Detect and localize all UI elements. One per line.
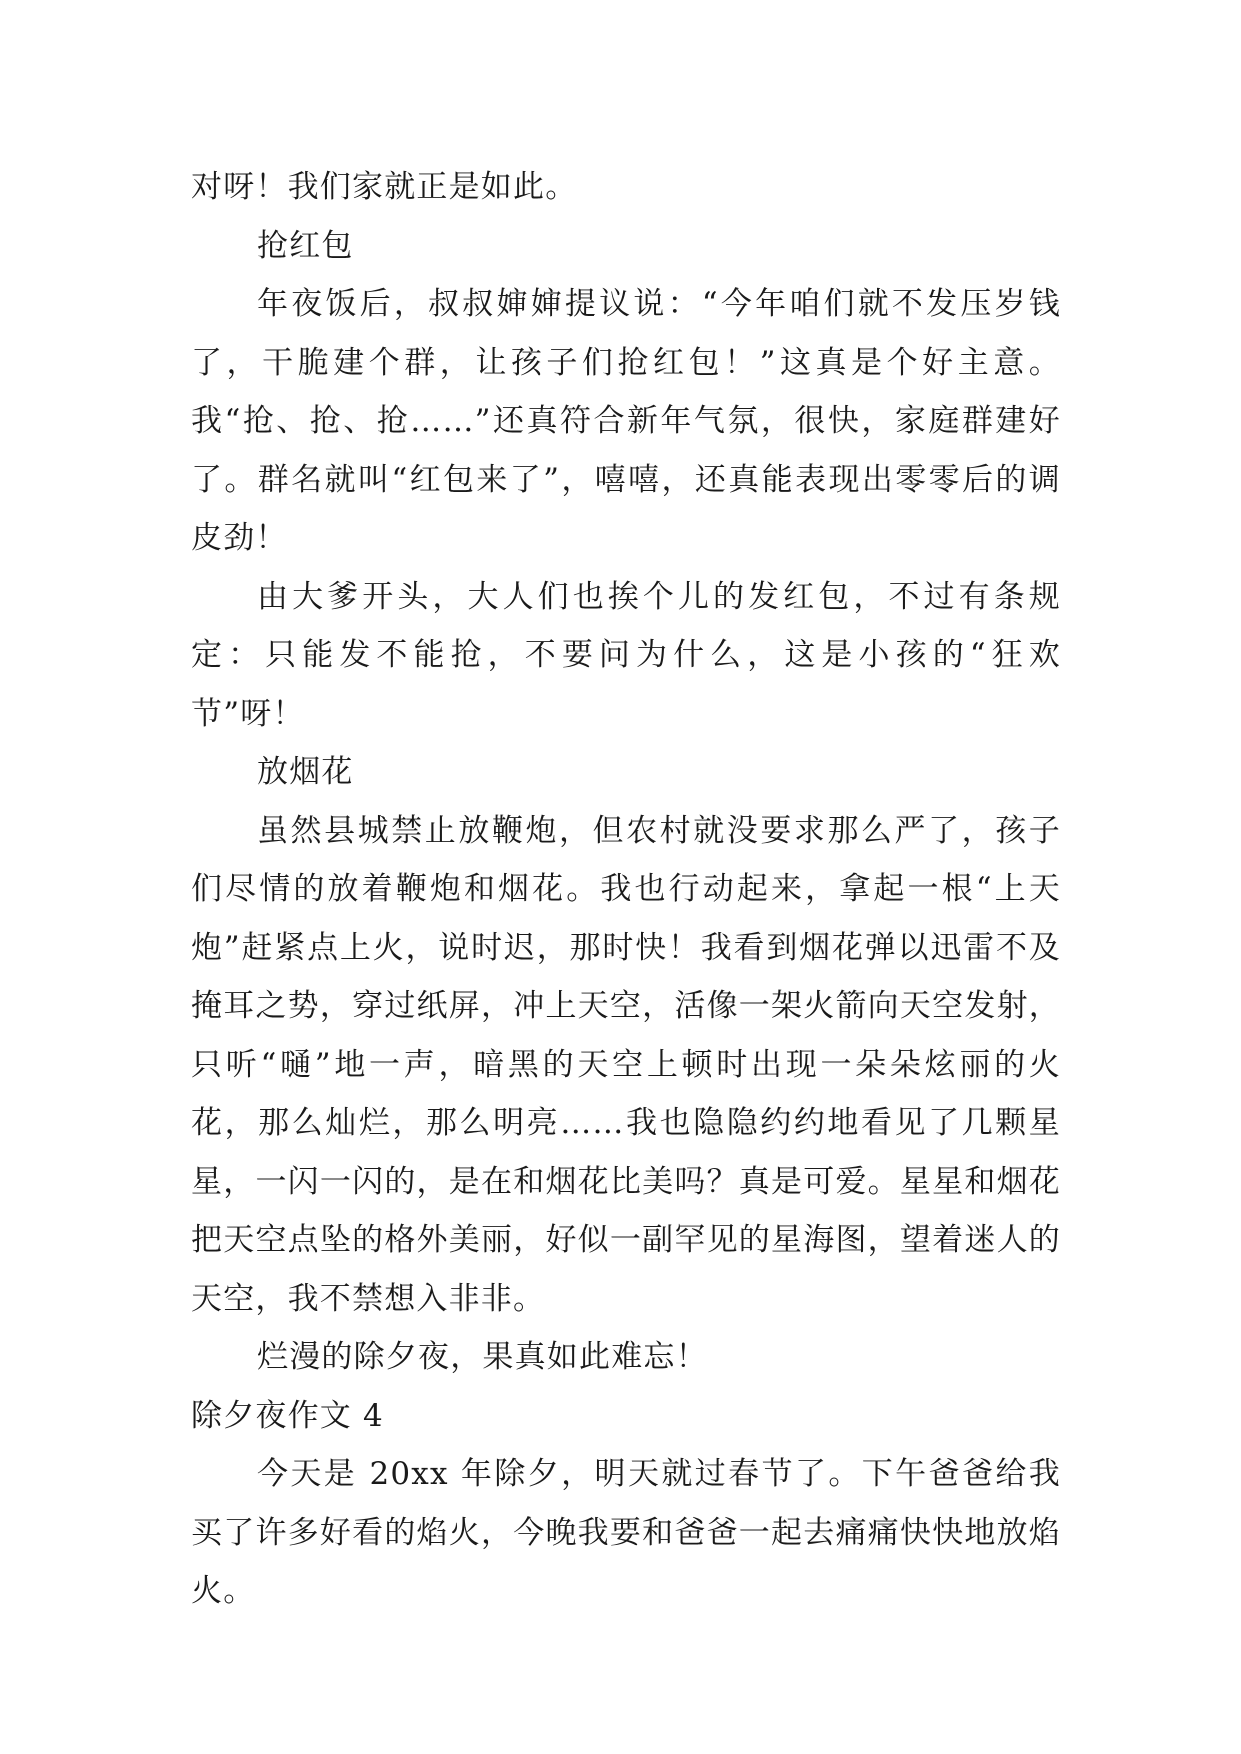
paragraph-red-envelope-rule: 由大爹开头，大人们也挨个儿的发红包，不过有条规定：只能发不能抢，不要问为什么，这是小孩的“狂欢节”呀！ [191,578,1061,732]
section-heading-fireworks: 放烟花 [257,754,354,790]
essay-title-4: 除夕夜作文 4 [191,1397,384,1434]
section-heading-red-envelope: 抢红包 [257,227,354,264]
document-body [191,158,1061,1621]
paragraph-closing-line: 对呀！我们家就正是如此。 [191,169,578,205]
paragraph-fireworks: 虽然县城禁止放鞭炮，但农村就没要求那么严了，孩子们尽情的放着鞭炮和烟花。我也行动起来，拿起一根“上天炮”赶紧点上火，说时迟，那时快！我看到烟花弹以迅雷不及掩耳之势，穿过纸屏，冲上天空，活像一架火箭向天空发射，只听“嗵”地一声，暗黑的天空上顿时出现一朵朵炫丽的火花，那么灿烂，那么明亮……我也隐隐约约地看见了几颗星星，一闪一闪的，是在和烟花比美吗？真是可爱。星星和烟花把天空点坠的格外美丽，好似一副罕见的星海图，望着迷人的天空，我不禁想入非非。 [191,812,1061,1317]
paragraph-essay-4-intro: 今天是 20xx 年除夕，明天就过春节了。下午爸爸给我买了许多好看的焰火，今晚我要和爸爸一起去痛痛快快地放焰火。 [191,1456,1061,1609]
paragraph-conclusion: 烂漫的除夕夜，果真如此难忘！ [257,1339,708,1375]
paragraph-red-envelope-proposal: 年夜饭后，叔叔婶婶提议说：“今年咱们就不发压岁钱了，干脆建个群，让孩子们抢红包！”这真是个好主意。我“抢、抢、抢……”还真符合新年气氛，很快，家庭群建好了。群名就叫“红包来了”，嘻嘻，还真能表现出零零后的调皮劲！ [191,286,1061,556]
